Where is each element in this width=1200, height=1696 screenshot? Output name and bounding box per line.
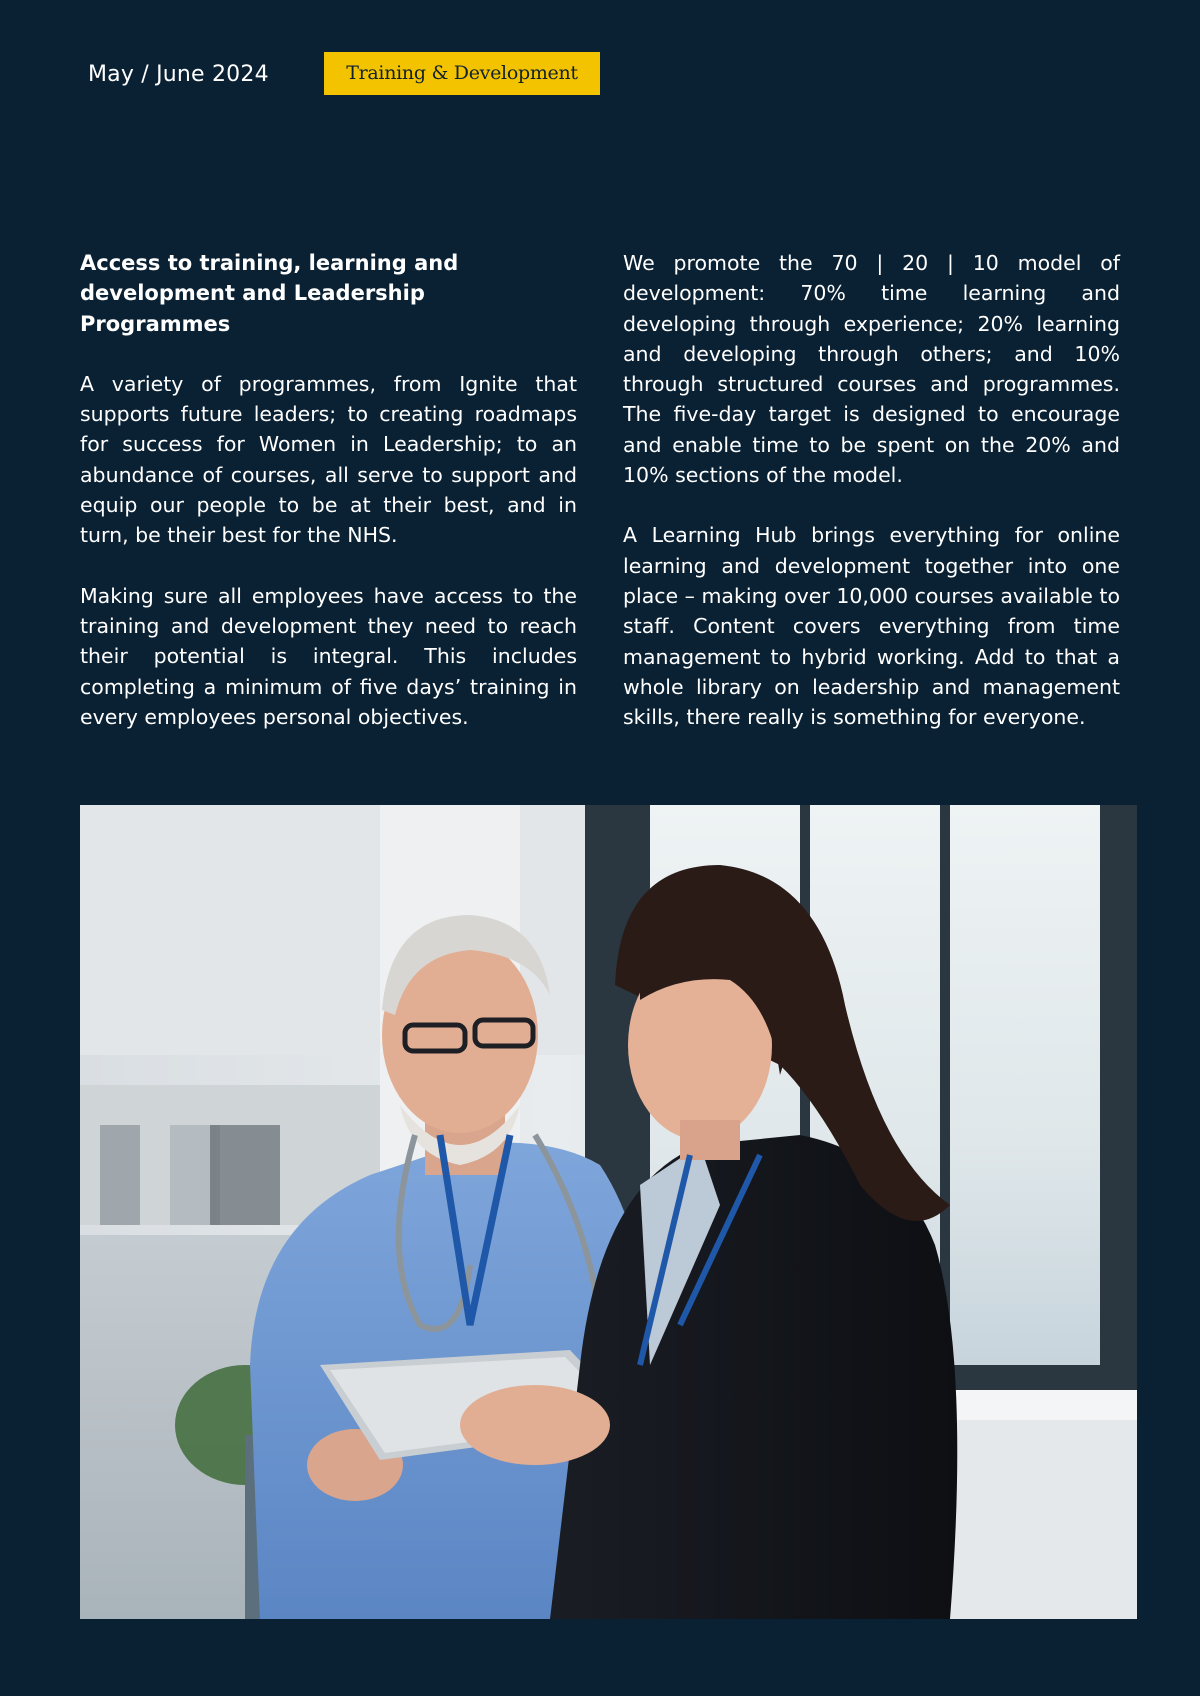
section-tag: Training & Development [324, 52, 600, 95]
left-paragraph-2: Making sure all employees have access to the training and development they need to reach their potential is integral. This includes completing a minimum of five days’ training in every employees personal objectives. [80, 583, 577, 729]
right-column [623, 248, 1120, 762]
page-header [88, 52, 1112, 96]
left-column [80, 248, 577, 762]
issue-date: May / June 2024 [88, 62, 269, 87]
right-paragraph-2: A Learning Hub brings everything for online learning and development together into one place – making over 10,000 courses available to staff. Content covers everything from time management to hybrid working. Add to that a whole library on leadership and management skills, there really is something for everyone. [623, 523, 1120, 730]
left-paragraph-1: A variety of programmes, from Ignite that supports future leaders; to creating roadmaps for success for Women in Leadership; to an abundance of courses, all serve to support and equip our people to be at their best, and in turn, be their best for the NHS. [80, 371, 577, 548]
article-body [80, 248, 1120, 762]
article-photo [80, 805, 1137, 1619]
right-paragraph-1: We promote the 70 | 20 | 10 model of development: 70% time learning and developing through experience; 20% learning and developing through others; and 10% through structured courses and programmes. The five-day target is designed to encourage and enable time to be spent on the 20% and 10% sections of the model. [623, 251, 1120, 488]
section-heading: Access to training, learning and development and Leadership Programmes [80, 251, 459, 336]
